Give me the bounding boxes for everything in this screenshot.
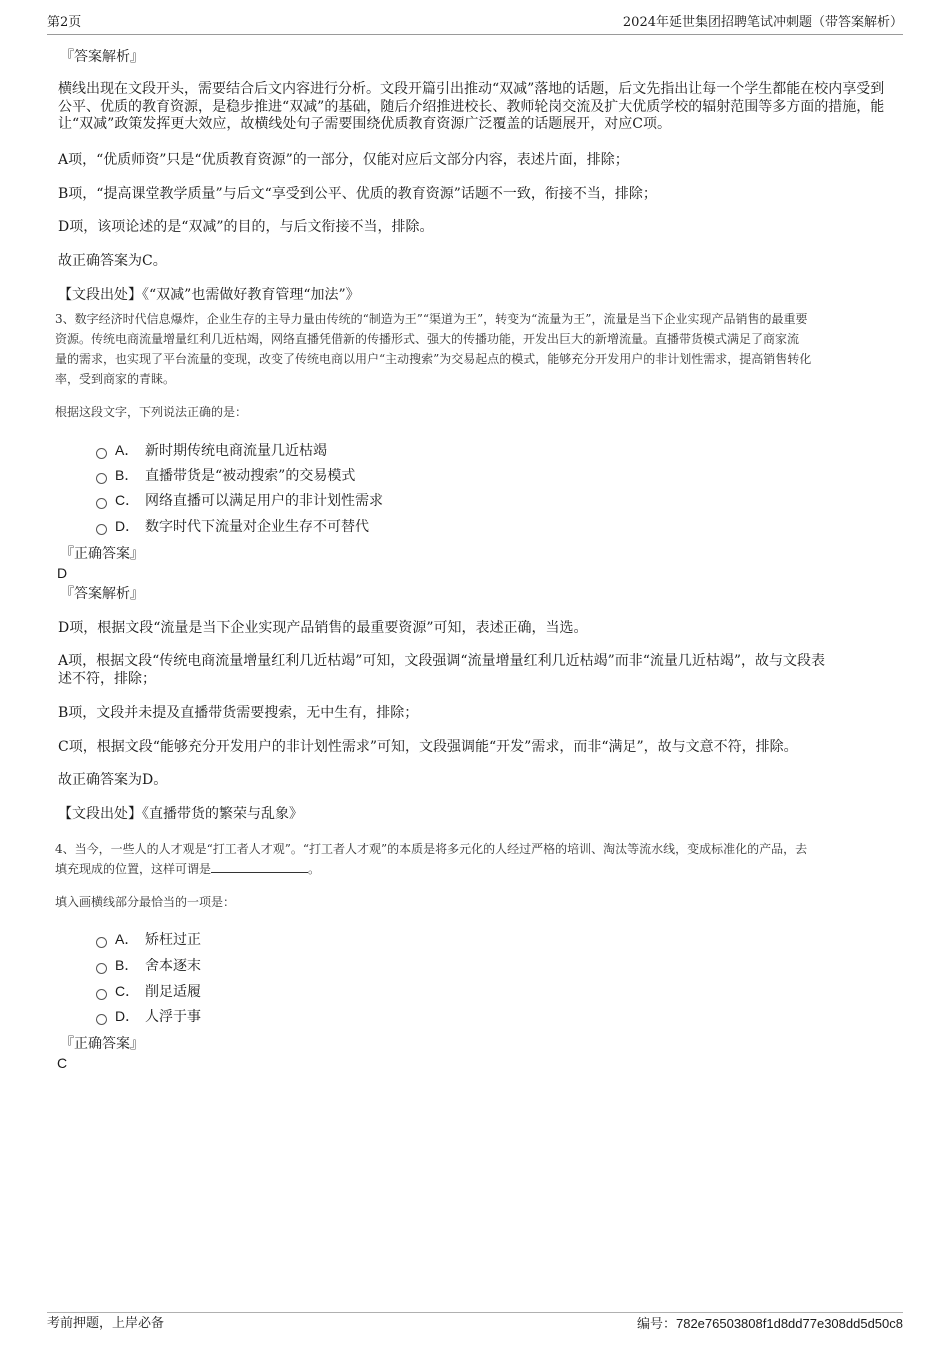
- option-text: 削足适履: [145, 984, 201, 1000]
- analysis-conclusion: 故正确答案为D。: [58, 772, 168, 788]
- analysis-paragraph: 横线出现在文段开头，需要结合后文内容进行分析。文段开篇引出推动“双减”落地的话题，后文先指出让每一个学生都能在校内享受到公平、优质的教育资源，是稳步推进“双减”的基础，随后介绍推进校长、教师轮岗交流及扩大优质学校的辐射范围等多方面的措施，能让“双减”政策发挥更大效应，故横线处句子需要围绕优质教育资源广泛覆盖的话题展开，对应C项。: [58, 81, 885, 132]
- analysis-option-a-cont: 述不符，排除；: [58, 671, 156, 687]
- correct-answer-label: 『正确答案』: [60, 1036, 144, 1052]
- analysis-option-c: C项，根据文段“能够充分开发用户的非计划性需求”可知，文段强调能“开发”需求，而非“满足”，故与文意不符，排除。: [58, 739, 798, 755]
- source-citation: 【文段出处】《“双减”也需做好教育管理“加法”》: [58, 287, 360, 303]
- radio-button[interactable]: [96, 1014, 107, 1025]
- option-text: 网络直播可以满足用户的非计划性需求: [145, 493, 383, 509]
- document-id: [637, 1314, 903, 1335]
- document-title: 2024年延世集团招聘笔试冲刺题（带答案解析）: [622, 15, 903, 30]
- document-id-value: 782e76503808f1d8dd77e308dd5d50c8: [675, 1316, 903, 1331]
- analysis-option-d: D项，根据文段“流量是当下企业实现产品销售的最重要资源”可知，表述正确，当选。: [58, 620, 588, 636]
- analysis-option-a: A项，根据文段“传统电商流量增量红利几近枯竭”可知，文段强调“流量增量红利几近枯竭”而非“流量几近枯竭”，故与文段表: [58, 653, 826, 669]
- radio-button[interactable]: [96, 448, 107, 459]
- analysis-label: 『答案解析』: [60, 586, 144, 602]
- option-a[interactable]: A． 矫枉过正: [96, 929, 201, 950]
- option-text: 舍本逐末: [145, 958, 201, 974]
- radio-button[interactable]: [96, 498, 107, 509]
- question-stem-line: 填充现成的位置，这样可谓是 。: [55, 859, 320, 878]
- option-text: 数字时代下流量对企业生存不可替代: [145, 519, 369, 535]
- question-stem-line: 资源。传统电商流量增量红利几近枯竭，网络直播凭借新的传播形式、强大的传播功能，开发出巨大的新增流量。直播带货模式满足了商家流: [55, 332, 800, 346]
- radio-button[interactable]: [96, 963, 107, 974]
- question-stem-line: 3、数字经济时代信息爆炸，企业生存的主导力量由传统的“制造为王”“渠道为王”，转变为“流量为王”，流量是当下企业实现产品销售的最重要: [55, 312, 808, 326]
- correct-answer: D: [57, 565, 68, 581]
- option-a[interactable]: A． 新时期传统电商流量几近枯竭: [96, 440, 327, 461]
- question-prompt: 根据这段文字，下列说法正确的是：: [55, 405, 248, 419]
- radio-button[interactable]: [96, 937, 107, 948]
- fill-in-blank: [211, 859, 308, 873]
- option-text: 矫枉过正: [145, 932, 201, 948]
- radio-button[interactable]: [96, 524, 107, 535]
- analysis-option-b: B项，“提高课堂教学质量”与后文“享受到公平、优质的教育资源”话题不一致，衔接不当，排除；: [58, 186, 657, 202]
- document-id-label: 编号：: [636, 1317, 676, 1332]
- radio-button[interactable]: [96, 989, 107, 1000]
- footer-slogan: 考前押题，上岸必备: [47, 1316, 165, 1331]
- option-text: 人浮于事: [145, 1009, 201, 1025]
- correct-answer: C: [57, 1055, 68, 1071]
- analysis-option-d: D项，该项论述的是“双减”的目的，与后文衔接不当，排除。: [58, 219, 434, 235]
- analysis-conclusion: 故正确答案为C。: [58, 253, 167, 269]
- option-d[interactable]: D． 数字时代下流量对企业生存不可替代: [96, 516, 369, 537]
- page-header: [47, 14, 903, 35]
- option-b[interactable]: B． 直播带货是“被动搜索”的交易模式: [96, 465, 355, 486]
- source-citation: 【文段出处】《直播带货的繁荣与乱象》: [58, 806, 303, 822]
- radio-button[interactable]: [96, 473, 107, 484]
- question-stem-line: 4、当今，一些人的人才观是“打工者人才观”。“打工者人才观”的本质是将多元化的人经过严格的培训、淘汰等流水线，变成标准化的产品，去: [55, 842, 808, 856]
- question-stem-line: 量的需求，也实现了平台流量的变现，改变了传统电商以用户“主动搜索”为交易起点的模式，能够充分开发用户的非计划性需求，提高销售转化: [55, 352, 812, 366]
- option-c[interactable]: C． 削足适履: [96, 981, 201, 1002]
- page-number: 第2页: [47, 15, 82, 30]
- option-text: 新时期传统电商流量几近枯竭: [145, 443, 327, 459]
- analysis-option-b: B项，文段并未提及直播带货需要搜索，无中生有，排除；: [58, 705, 419, 721]
- page-footer: [47, 1312, 903, 1335]
- question-prompt: 填入画横线部分最恰当的一项是：: [55, 895, 236, 909]
- option-b[interactable]: B． 舍本逐末: [96, 955, 201, 976]
- option-c[interactable]: C． 网络直播可以满足用户的非计划性需求: [96, 490, 383, 511]
- option-text: 直播带货是“被动搜索”的交易模式: [145, 468, 356, 484]
- option-d[interactable]: D． 人浮于事: [96, 1006, 201, 1027]
- question-stem-line: 率，受到商家的青睐。: [55, 372, 176, 386]
- analysis-label: 『答案解析』: [60, 49, 144, 65]
- correct-answer-label: 『正确答案』: [60, 546, 144, 562]
- analysis-option-a: A项，“优质师资”只是“优质教育资源”的一部分，仅能对应后文部分内容，表述片面，排除；: [58, 152, 629, 168]
